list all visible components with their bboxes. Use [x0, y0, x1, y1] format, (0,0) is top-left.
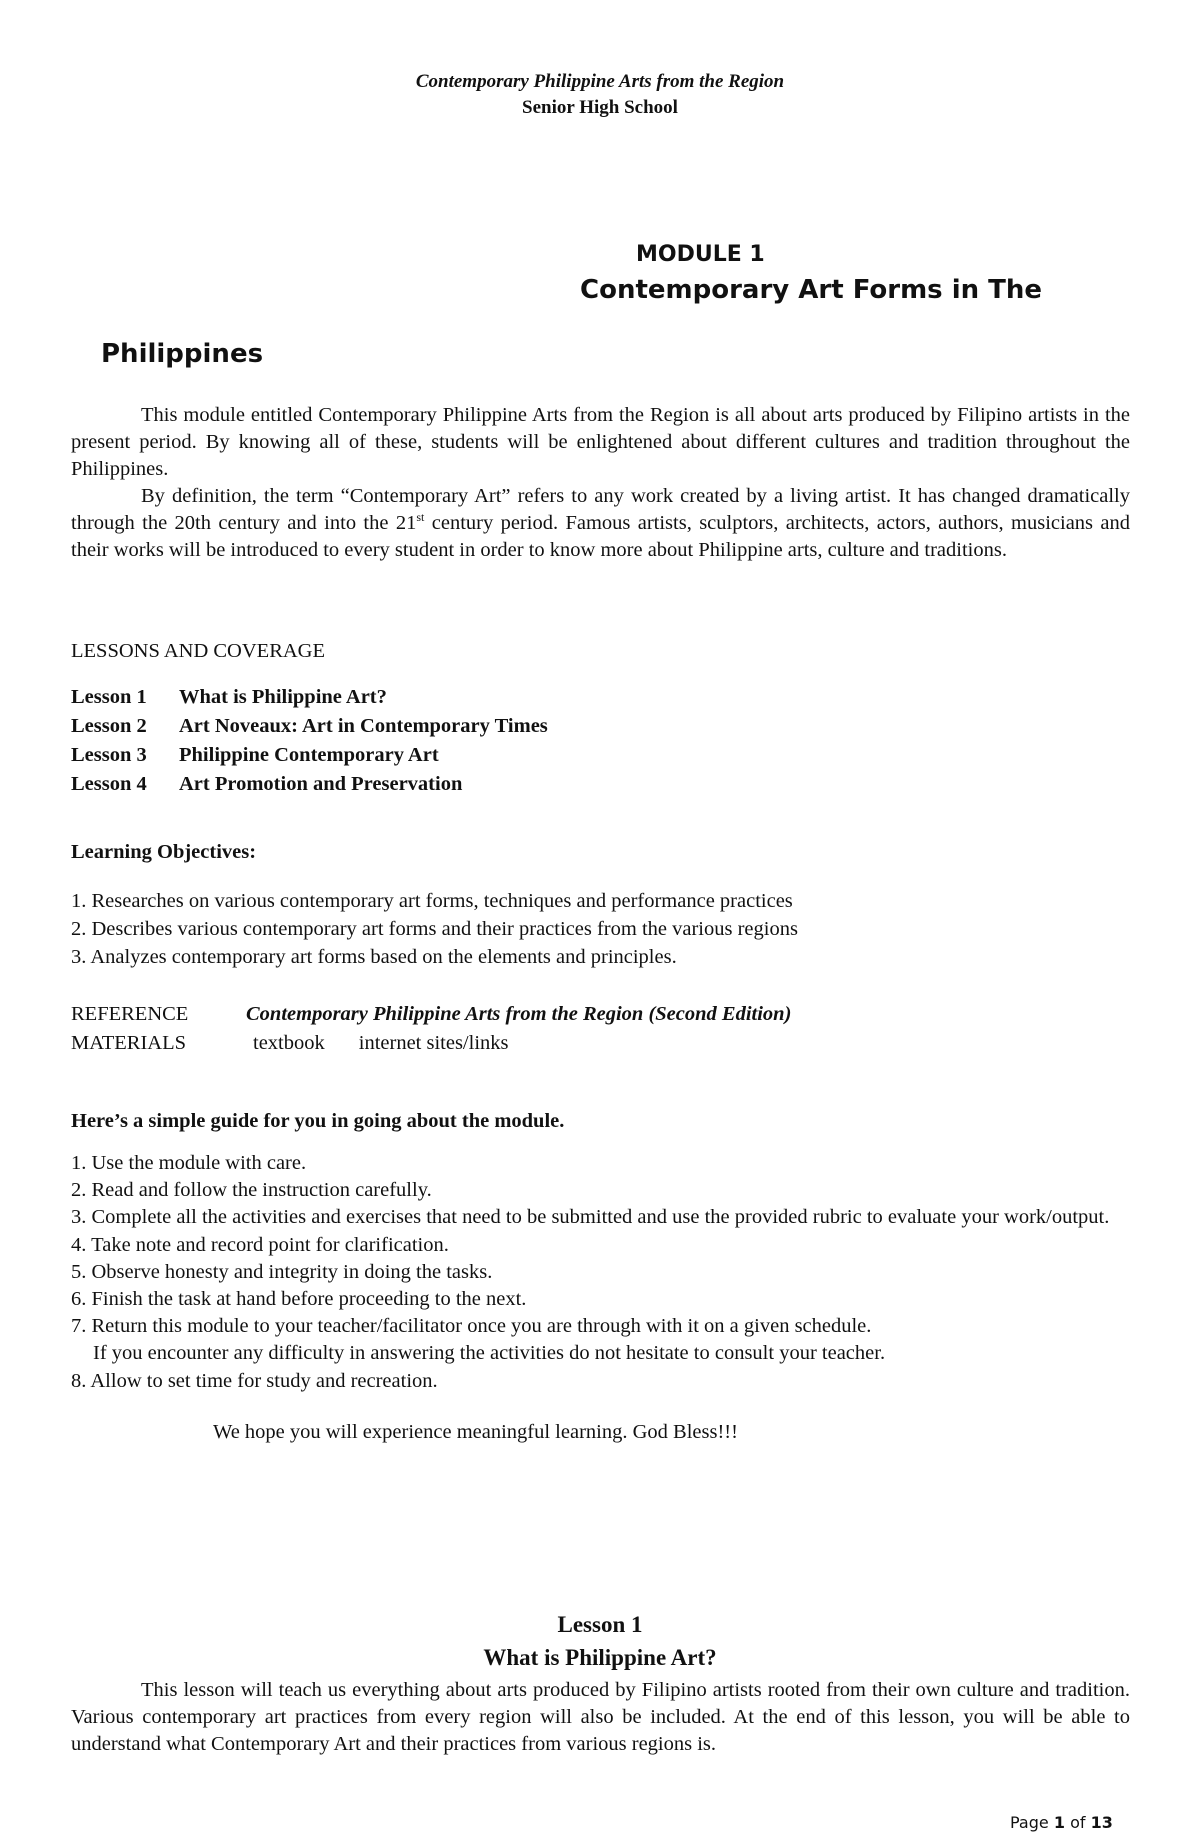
module-label-text: MODULE 1: [636, 242, 765, 267]
materials-label: MATERIALS: [71, 1032, 187, 1054]
module-label: [636, 242, 765, 267]
lesson-number: Lesson 4: [71, 773, 147, 795]
intro-p2-superscript: st: [416, 510, 425, 525]
lesson-item: [71, 683, 548, 712]
lessons-coverage-heading: LESSONS AND COVERAGE: [71, 640, 325, 662]
module-title-line2: Philippines: [101, 339, 264, 369]
guide-item: 3. Complete all the activities and exercises that need to be submitted and use the provided rubric to evaluate your work/output.: [71, 1206, 1110, 1229]
materials-row: [71, 1029, 791, 1058]
page-word: Page: [1010, 1813, 1049, 1832]
guide-item: 1. Use the module with care.: [71, 1152, 307, 1174]
guide-item: 6. Finish the task at hand before proceeding to the next.: [71, 1288, 527, 1311]
page-current: 1: [1053, 1813, 1065, 1832]
lesson1-title: What is Philippine Art?: [483, 1645, 717, 1670]
objectives-list: [71, 887, 798, 971]
document-header-subtitle: Senior High School: [522, 97, 678, 118]
objective-item: 3. Analyzes contemporary art forms based on the elements and principles.: [71, 946, 677, 968]
guide-list: [71, 1150, 1130, 1395]
of-word: of: [1070, 1813, 1086, 1832]
reference-label: REFERENCE: [71, 1003, 189, 1025]
closing-message: We hope you will experience meaningful learning. God Bless!!!: [213, 1421, 738, 1443]
lesson-item: [71, 741, 548, 770]
material-item: internet sites/links: [358, 1032, 509, 1054]
guide-item: 8. Allow to set time for study and recreation.: [71, 1369, 438, 1392]
guide-heading: Here’s a simple guide for you in going about the module.: [71, 1110, 565, 1132]
reference-row: [71, 1000, 791, 1029]
guide-item: 4. Take note and record point for clarification.: [71, 1233, 449, 1256]
intro-paragraph-1: This module entitled Contemporary Philippine Arts from the Region is all about arts produced by Filipino artists in the present period. By knowing all of these, students will be enlightened about different cultures and tradition throughout the Philippines.: [71, 404, 1130, 480]
lessons-list: [71, 683, 548, 799]
intro-p2-end: century period. Famous artists, sculptors, architects, actors, authors, musicians and their works will be introduced to every student in order to know more about Philippine arts, culture and traditions.: [71, 512, 1130, 561]
document-header-title: Contemporary Philippine Arts from the Region: [415, 71, 785, 92]
material-item: textbook: [253, 1032, 325, 1054]
lesson-title: Art Noveaux: Art in Contemporary Times: [179, 715, 548, 737]
reference-value: Contemporary Philippine Arts from the Region (Second Edition): [246, 1003, 792, 1025]
guide-item: 5. Observe honesty and integrity in doing the tasks.: [71, 1260, 493, 1283]
lesson-title: Art Promotion and Preservation: [179, 773, 463, 795]
page-number-footer: [1010, 1813, 1113, 1832]
intro-paragraph-2: [71, 483, 1130, 564]
objectives-heading: Learning Objectives:: [71, 841, 257, 863]
guide-item: 2. Read and follow the instruction carefully.: [71, 1179, 432, 1202]
lesson-item: [71, 712, 548, 741]
lesson-title: What is Philippine Art?: [179, 686, 387, 708]
intro-p2-start: By definition, the term “Contemporary Art” refers to any work created by a living artist. It has changed dramatically through the 20th century and into the 21: [71, 485, 1130, 534]
objective-item: 1. Researches on various contemporary art forms, techniques and performance practices: [71, 890, 793, 912]
lesson-item: [71, 770, 548, 799]
lesson-number: Lesson 3: [71, 744, 147, 766]
lesson-number: Lesson 1: [71, 686, 147, 708]
guide-item: 7. Return this module to your teacher/facilitator once you are through with it on a given schedule.: [71, 1315, 872, 1338]
lesson1-body: This lesson will teach us everything about arts produced by Filipino artists rooted from their own culture and tradition. Various contemporary art practices from every region will also be included. At the end of this lesson, you will be able to understand what Contemporary Art and their practices from various regions is.: [71, 1679, 1130, 1755]
lesson-number: Lesson 2: [71, 715, 147, 737]
lesson-title: Philippine Contemporary Art: [179, 744, 439, 766]
reference-block: [71, 1000, 791, 1058]
guide-item-continuation: If you encounter any difficulty in answering the activities do not hesitate to consult your teacher.: [93, 1342, 886, 1365]
objective-item: 2. Describes various contemporary art forms and their practices from the various regions: [71, 918, 798, 940]
page-total: 13: [1090, 1813, 1113, 1832]
lesson1-heading: Lesson 1: [557, 1612, 643, 1637]
module-title-line1: Contemporary Art Forms in The: [580, 275, 1043, 305]
